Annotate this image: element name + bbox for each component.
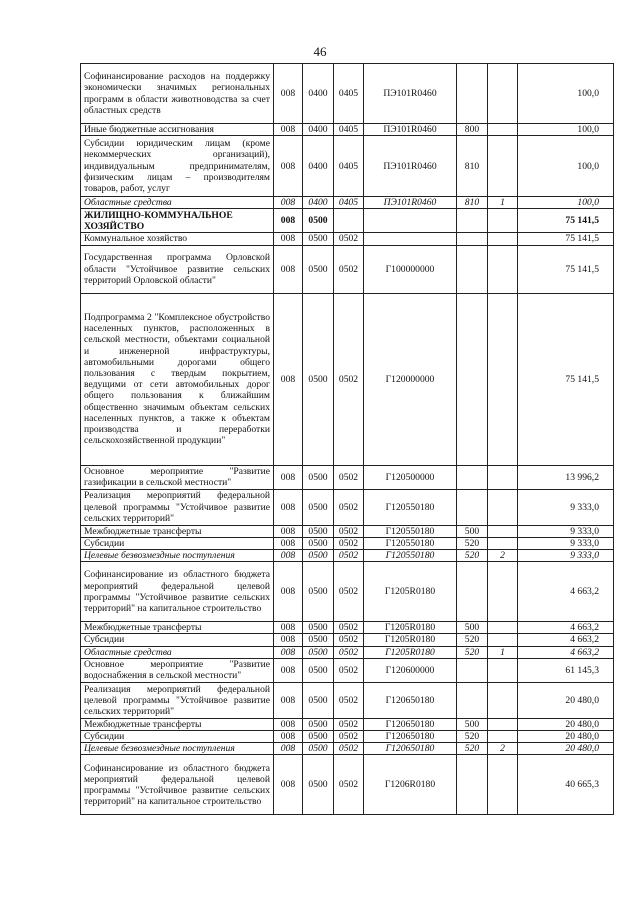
row-amount: 9 333,0 bbox=[518, 537, 614, 549]
row-source-code bbox=[488, 293, 518, 465]
budget-table bbox=[80, 63, 614, 815]
row-subsection-code: 0502 bbox=[334, 233, 364, 245]
row-amount: 40 665,3 bbox=[518, 755, 614, 815]
row-subsection-code: 0405 bbox=[334, 136, 364, 197]
table-row bbox=[81, 550, 614, 562]
row-expense-type-code: 520 bbox=[457, 731, 488, 743]
row-section-code: 0500 bbox=[303, 682, 334, 718]
row-section-code: 0500 bbox=[303, 465, 334, 489]
table-row bbox=[81, 743, 614, 755]
row-source-code: 2 bbox=[488, 743, 518, 755]
row-expense-type-code bbox=[457, 562, 488, 622]
row-amount: 20 480,0 bbox=[518, 743, 614, 755]
row-source-code bbox=[488, 64, 518, 124]
row-source-code bbox=[488, 755, 518, 815]
table-row bbox=[81, 537, 614, 549]
table-row bbox=[81, 489, 614, 525]
table-row bbox=[81, 64, 614, 124]
row-amount: 100,0 bbox=[518, 64, 614, 124]
row-amount: 13 996,2 bbox=[518, 465, 614, 489]
row-name: Целевые безвозмездные поступления bbox=[81, 550, 274, 562]
row-name: Иные бюджетные ассигнования bbox=[81, 124, 274, 136]
page-number: 46 bbox=[313, 44, 327, 59]
row-expense-type-code bbox=[457, 209, 488, 233]
row-name: Подпрограмма 2 "Комплексное обустройство населенных пунктов, расположенных в сельской местности, объектами социальной и инженерной инфраструктуры, автомобильными дорогами общего пользования с твердым покрытием, ведущими от сети автомобильных дорог общего пользования к ближайшим общественно значимым объектам сельских населенных пунктов, а также к объектам производства и переработки сельскохозяйственной продукции" bbox=[81, 293, 274, 465]
row-expense-type-code: 520 bbox=[457, 550, 488, 562]
row-target-code: Г120600000 bbox=[364, 658, 457, 682]
row-section-code: 0400 bbox=[303, 64, 334, 124]
row-subsection-code: 0502 bbox=[334, 293, 364, 465]
row-target-code: Г120650180 bbox=[364, 731, 457, 743]
table-row bbox=[81, 622, 614, 634]
row-target-code bbox=[364, 233, 457, 245]
row-ved-code: 008 bbox=[274, 293, 303, 465]
row-source-code bbox=[488, 537, 518, 549]
row-target-code: Г1205R0180 bbox=[364, 562, 457, 622]
row-name: Межбюджетные трансферты bbox=[81, 525, 274, 537]
row-subsection-code: 0502 bbox=[334, 718, 364, 730]
row-ved-code: 008 bbox=[274, 124, 303, 136]
row-section-code: 0500 bbox=[303, 209, 334, 233]
row-name: Областные средства bbox=[81, 197, 274, 209]
row-source-code bbox=[488, 233, 518, 245]
row-section-code: 0400 bbox=[303, 124, 334, 136]
row-name: Государственная программа Орловской области "Устойчивое развитие сельских территорий Орловской области" bbox=[81, 245, 274, 293]
row-ved-code: 008 bbox=[274, 634, 303, 646]
row-name: Софинансирование расходов на поддержку экономически значимых региональных программ в области животноводства за счет областных средств bbox=[81, 64, 274, 124]
table-row bbox=[81, 293, 614, 465]
row-ved-code: 008 bbox=[274, 525, 303, 537]
row-ved-code: 008 bbox=[274, 537, 303, 549]
row-source-code bbox=[488, 209, 518, 233]
row-section-code: 0500 bbox=[303, 731, 334, 743]
table-row bbox=[81, 465, 614, 489]
row-amount: 4 663,2 bbox=[518, 562, 614, 622]
row-name: Целевые безвозмездные поступления bbox=[81, 743, 274, 755]
row-subsection-code: 0502 bbox=[334, 465, 364, 489]
row-expense-type-code bbox=[457, 64, 488, 124]
row-subsection-code: 0502 bbox=[334, 646, 364, 658]
row-amount: 75 141,5 bbox=[518, 209, 614, 233]
row-name: Субсидии bbox=[81, 537, 274, 549]
row-subsection-code bbox=[334, 209, 364, 233]
row-ved-code: 008 bbox=[274, 658, 303, 682]
row-subsection-code: 0502 bbox=[334, 550, 364, 562]
row-section-code: 0500 bbox=[303, 489, 334, 525]
row-amount: 75 141,5 bbox=[518, 233, 614, 245]
row-expense-type-code bbox=[457, 245, 488, 293]
row-section-code: 0500 bbox=[303, 537, 334, 549]
row-target-code: Г120550180 bbox=[364, 525, 457, 537]
row-name: Субсидии bbox=[81, 731, 274, 743]
row-source-code bbox=[488, 622, 518, 634]
row-subsection-code: 0502 bbox=[334, 525, 364, 537]
row-ved-code: 008 bbox=[274, 245, 303, 293]
row-target-code: Г1206R0180 bbox=[364, 755, 457, 815]
row-target-code: Г120550180 bbox=[364, 489, 457, 525]
row-target-code: Г1205R0180 bbox=[364, 634, 457, 646]
row-target-code: Г120650180 bbox=[364, 682, 457, 718]
row-ved-code: 008 bbox=[274, 136, 303, 197]
row-expense-type-code bbox=[457, 465, 488, 489]
row-name: Коммунальное хозяйство bbox=[81, 233, 274, 245]
row-expense-type-code bbox=[457, 293, 488, 465]
row-expense-type-code: 500 bbox=[457, 622, 488, 634]
row-subsection-code: 0502 bbox=[334, 731, 364, 743]
table-row bbox=[81, 718, 614, 730]
row-name: Субсидии юридическим лицам (кроме некоммерческих организаций), индивидуальным предпринимателям, физическим лицам – производителям товаров, работ, услуг bbox=[81, 136, 274, 197]
row-amount: 4 663,2 bbox=[518, 646, 614, 658]
row-expense-type-code: 520 bbox=[457, 743, 488, 755]
row-amount: 20 480,0 bbox=[518, 718, 614, 730]
row-subsection-code: 0502 bbox=[334, 489, 364, 525]
row-section-code: 0500 bbox=[303, 718, 334, 730]
row-ved-code: 008 bbox=[274, 489, 303, 525]
row-source-code bbox=[488, 562, 518, 622]
row-amount: 4 663,2 bbox=[518, 634, 614, 646]
row-amount: 20 480,0 bbox=[518, 731, 614, 743]
row-target-code: Г120000000 bbox=[364, 293, 457, 465]
row-source-code bbox=[488, 634, 518, 646]
row-ved-code: 008 bbox=[274, 731, 303, 743]
row-expense-type-code: 520 bbox=[457, 646, 488, 658]
row-ved-code: 008 bbox=[274, 562, 303, 622]
row-section-code: 0500 bbox=[303, 562, 334, 622]
row-subsection-code: 0502 bbox=[334, 755, 364, 815]
row-expense-type-code: 800 bbox=[457, 124, 488, 136]
row-subsection-code: 0502 bbox=[334, 682, 364, 718]
row-ved-code: 008 bbox=[274, 465, 303, 489]
row-target-code: Г1205R0180 bbox=[364, 646, 457, 658]
row-section-code: 0500 bbox=[303, 550, 334, 562]
row-section-code: 0500 bbox=[303, 622, 334, 634]
row-source-code: 2 bbox=[488, 550, 518, 562]
row-section-code: 0500 bbox=[303, 658, 334, 682]
row-target-code: ПЭ101R0460 bbox=[364, 64, 457, 124]
row-name: Основное мероприятие "Развитие водоснабжения в сельской местности" bbox=[81, 658, 274, 682]
table-row bbox=[81, 646, 614, 658]
row-target-code: Г120500000 bbox=[364, 465, 457, 489]
row-amount: 9 333,0 bbox=[518, 550, 614, 562]
row-expense-type-code: 500 bbox=[457, 525, 488, 537]
row-ved-code: 008 bbox=[274, 646, 303, 658]
row-source-code bbox=[488, 245, 518, 293]
row-target-code: ПЭ101R0460 bbox=[364, 136, 457, 197]
row-name: Областные средства bbox=[81, 646, 274, 658]
row-expense-type-code: 500 bbox=[457, 718, 488, 730]
row-ved-code: 008 bbox=[274, 233, 303, 245]
row-name: Реализация мероприятий федеральной целевой программы "Устойчивое развитие сельских территорий" bbox=[81, 489, 274, 525]
row-amount: 4 663,2 bbox=[518, 622, 614, 634]
row-target-code: Г120650180 bbox=[364, 743, 457, 755]
row-target-code: ПЭ101R0460 bbox=[364, 197, 457, 209]
row-source-code bbox=[488, 731, 518, 743]
row-expense-type-code bbox=[457, 658, 488, 682]
row-subsection-code: 0502 bbox=[334, 537, 364, 549]
row-name: Реализация мероприятий федеральной целевой программы "Устойчивое развитие сельских территорий" bbox=[81, 682, 274, 718]
row-target-code bbox=[364, 209, 457, 233]
row-amount: 9 333,0 bbox=[518, 525, 614, 537]
row-target-code: Г120550180 bbox=[364, 537, 457, 549]
row-subsection-code: 0405 bbox=[334, 64, 364, 124]
row-subsection-code: 0502 bbox=[334, 245, 364, 293]
row-ved-code: 008 bbox=[274, 197, 303, 209]
row-section-code: 0500 bbox=[303, 646, 334, 658]
row-expense-type-code bbox=[457, 489, 488, 525]
table-row bbox=[81, 245, 614, 293]
row-source-code bbox=[488, 465, 518, 489]
table-row bbox=[81, 124, 614, 136]
row-name: Субсидии bbox=[81, 634, 274, 646]
table-row bbox=[81, 731, 614, 743]
row-ved-code: 008 bbox=[274, 550, 303, 562]
table-row bbox=[81, 682, 614, 718]
table-row bbox=[81, 136, 614, 197]
table-row bbox=[81, 562, 614, 622]
row-section-code: 0500 bbox=[303, 755, 334, 815]
row-amount: 20 480,0 bbox=[518, 682, 614, 718]
row-target-code: Г120550180 bbox=[364, 550, 457, 562]
row-expense-type-code: 520 bbox=[457, 634, 488, 646]
row-source-code: 1 bbox=[488, 197, 518, 209]
row-target-code: ПЭ101R0460 bbox=[364, 124, 457, 136]
row-ved-code: 008 bbox=[274, 755, 303, 815]
table-row bbox=[81, 634, 614, 646]
row-source-code: 1 bbox=[488, 646, 518, 658]
row-name: ЖИЛИЩНО-КОММУНАЛЬНОЕ ХОЗЯЙСТВО bbox=[81, 209, 274, 233]
row-amount: 100,0 bbox=[518, 136, 614, 197]
row-source-code bbox=[488, 718, 518, 730]
table-row bbox=[81, 233, 614, 245]
row-source-code bbox=[488, 682, 518, 718]
row-section-code: 0500 bbox=[303, 634, 334, 646]
row-section-code: 0400 bbox=[303, 197, 334, 209]
row-expense-type-code: 810 bbox=[457, 136, 488, 197]
row-subsection-code: 0502 bbox=[334, 622, 364, 634]
row-expense-type-code bbox=[457, 755, 488, 815]
row-subsection-code: 0502 bbox=[334, 658, 364, 682]
table-body bbox=[81, 64, 614, 815]
row-expense-type-code bbox=[457, 682, 488, 718]
row-source-code bbox=[488, 489, 518, 525]
row-section-code: 0500 bbox=[303, 743, 334, 755]
table-row bbox=[81, 525, 614, 537]
row-ved-code: 008 bbox=[274, 718, 303, 730]
row-target-code: Г1205R0180 bbox=[364, 622, 457, 634]
table-row bbox=[81, 197, 614, 209]
row-name: Межбюджетные трансферты bbox=[81, 718, 274, 730]
row-amount: 75 141,5 bbox=[518, 245, 614, 293]
row-subsection-code: 0502 bbox=[334, 634, 364, 646]
row-source-code bbox=[488, 658, 518, 682]
row-name: Основное мероприятие "Развитие газификации в сельской местности" bbox=[81, 465, 274, 489]
row-target-code: Г120650180 bbox=[364, 718, 457, 730]
row-section-code: 0500 bbox=[303, 233, 334, 245]
table-row bbox=[81, 209, 614, 233]
row-ved-code: 008 bbox=[274, 209, 303, 233]
row-amount: 9 333,0 bbox=[518, 489, 614, 525]
row-section-code: 0500 bbox=[303, 293, 334, 465]
table-row bbox=[81, 658, 614, 682]
row-section-code: 0400 bbox=[303, 136, 334, 197]
row-ved-code: 008 bbox=[274, 622, 303, 634]
row-subsection-code: 0502 bbox=[334, 743, 364, 755]
row-section-code: 0500 bbox=[303, 245, 334, 293]
row-amount: 61 145,3 bbox=[518, 658, 614, 682]
row-subsection-code: 0502 bbox=[334, 562, 364, 622]
row-ved-code: 008 bbox=[274, 64, 303, 124]
table-row bbox=[81, 755, 614, 815]
row-target-code: Г100000000 bbox=[364, 245, 457, 293]
row-name: Межбюджетные трансферты bbox=[81, 622, 274, 634]
row-amount: 100,0 bbox=[518, 197, 614, 209]
row-subsection-code: 0405 bbox=[334, 197, 364, 209]
row-name: Софинансирование из областного бюджета мероприятий федеральной целевой программы "Устойчивое развитие сельских территорий" на капитальное строительство bbox=[81, 755, 274, 815]
row-subsection-code: 0405 bbox=[334, 124, 364, 136]
row-source-code bbox=[488, 136, 518, 197]
row-ved-code: 008 bbox=[274, 682, 303, 718]
row-amount: 100,0 bbox=[518, 124, 614, 136]
row-amount: 75 141,5 bbox=[518, 293, 614, 465]
row-ved-code: 008 bbox=[274, 743, 303, 755]
row-expense-type-code: 520 bbox=[457, 537, 488, 549]
row-expense-type-code bbox=[457, 233, 488, 245]
row-name: Софинансирование из областного бюджета мероприятий федеральной целевой программы "Устойчивое развитие сельских территорий" на капитальное строительство bbox=[81, 562, 274, 622]
row-section-code: 0500 bbox=[303, 525, 334, 537]
row-source-code bbox=[488, 124, 518, 136]
row-source-code bbox=[488, 525, 518, 537]
row-expense-type-code: 810 bbox=[457, 197, 488, 209]
